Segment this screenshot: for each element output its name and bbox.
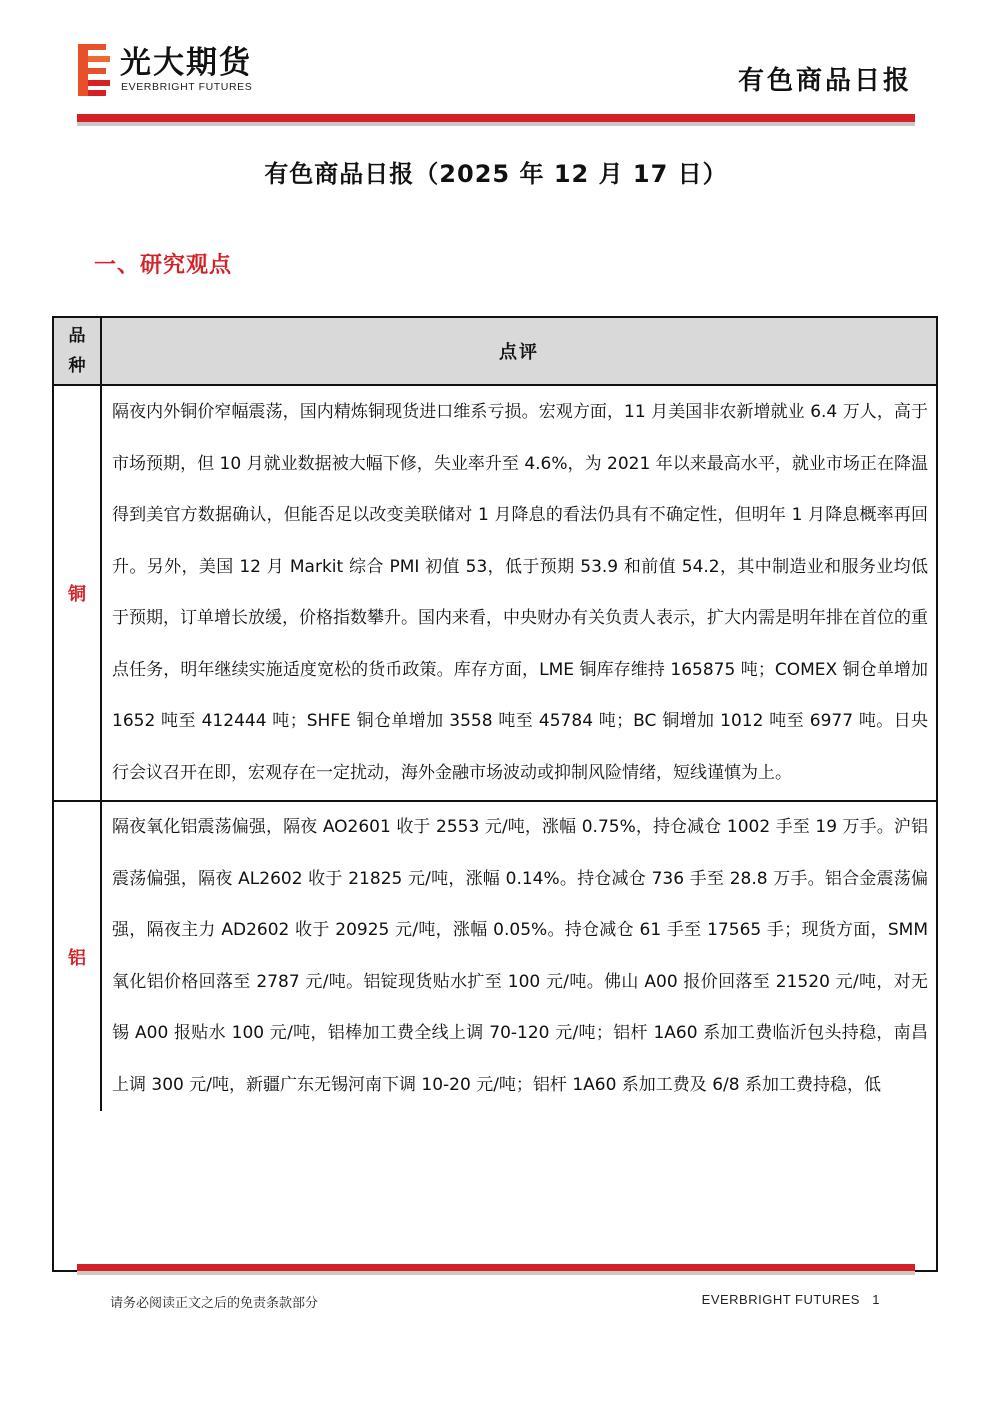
header-kind-char: 品 xyxy=(68,326,86,346)
section-heading: 一、研究观点 xyxy=(94,253,233,278)
footer-divider xyxy=(77,1264,915,1271)
commentary-table xyxy=(52,316,938,1272)
commodity-name: 铝 xyxy=(54,802,102,1111)
commodity-name: 铜 xyxy=(54,386,102,800)
header-kind-char: 种 xyxy=(68,356,86,376)
commentary-text: 隔夜内外铜价窄幅震荡，国内精炼铜现货进口维系亏损。宏观方面，11 月美国非农新增就业 6.4 万人，高于市场预期，但 10 月就业数据被大幅下修，失业率升至 4.6%，为 2021 年以来最高水平，就业市场正在降温得到美官方数据确认，但能否足以改变美联储对 1 月降息的看法仍具有不确定性，但明年 1 月降息概率再回升。另外，美国 12 月 Markit 综合 PMI 初值 53，低于预期 53.9 和前值 54.2，其中制造业和服务业均低于预期，订单增长放缓，价格指数攀升。国内来看，中央财办有关负责人表示，扩大内需是明年排在首位的重点任务，明年继续实施适度宽松的货币政策。库存方面，LME 铜库存维持 165875 吨；COMEX 铜仓单增加 1652 吨至 412444 吨；SHFE 铜仓单增加 3558 吨至 45784 吨；BC 铜增加 1012 吨至 6977 吨。日央行会议召开在即，宏观存在一定扰动，海外金融市场波动或抑制风险情绪，短线谨慎为上。 xyxy=(112,402,928,783)
header-kind-cell xyxy=(54,318,102,384)
footer-brand-page: EVERBRIGHT FUTURES 1 xyxy=(701,1292,880,1307)
header-divider xyxy=(77,114,915,122)
commentary-text: 隔夜氧化铝震荡偏强，隔夜 AO2601 收于 2553 元/吨，涨幅 0.75%，持仓减仓 1002 手至 19 万手。沪铝震荡偏强，隔夜 AL2602 收于 21825 元/吨，涨幅 0.14%。持仓减仓 736 手至 28.8 万手。铝合金震荡偏强，隔夜主力 AD2602 收于 20925 元/吨，涨幅 0.05%。持仓减仓 61 手至 17565 手；现货方面，SMM 氧化铝价格回落至 2787 元/吨。铝锭现货贴水扩至 100 元/吨。佛山 A00 报价回落至 21520 元/吨，对无锡 A00 报贴水 100 元/吨，铝棒加工费全线上调 70-120 元/吨；铝杆 1A60 系加工费临沂包头持稳，南昌上调 300 元/吨，新疆广东无锡河南下调 10-20 元/吨；铝杆 1A60 系加工费及 6/8 系加工费持稳，低 xyxy=(112,817,928,1095)
brand-name-en: EVERBRIGHT FUTURES xyxy=(121,81,253,93)
table-row-copper xyxy=(54,386,936,802)
brand-name-cn: 光大期货 xyxy=(120,45,252,81)
disclaimer-note: 请务必阅读正文之后的免责条款部分 xyxy=(110,1296,319,1311)
table-header-row xyxy=(54,318,936,386)
page-header xyxy=(0,0,992,130)
footer-divider-shadow xyxy=(77,1271,915,1275)
header-comment-cell: 点评 xyxy=(499,342,539,363)
table-row-aluminum xyxy=(54,802,936,1111)
report-label: 有色商品日报 xyxy=(737,66,912,96)
header-divider-shadow xyxy=(77,122,915,126)
document-title: 有色商品日报（2025 年 12 月 17 日） xyxy=(264,160,728,188)
everbright-logo-icon xyxy=(76,42,112,98)
